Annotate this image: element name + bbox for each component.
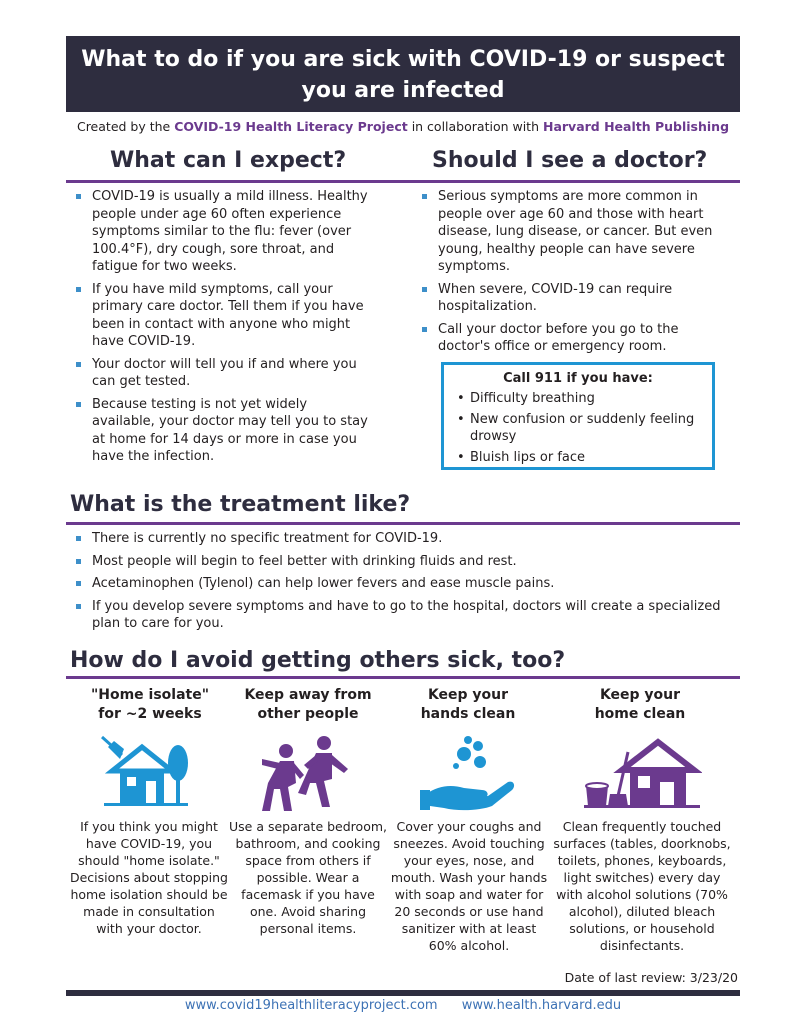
list-item: Serious symptoms are more common in people over age 60 and those with heart disease, lung disease, or cancer. But even young, healthy people can have severe symptoms. xyxy=(418,188,718,276)
doctor-list xyxy=(418,188,718,361)
expect-title: What can I expect? xyxy=(110,148,347,173)
call-911-title: Call 911 if you have: xyxy=(503,371,653,386)
list-item: • Difficulty breathing xyxy=(454,390,702,408)
house-cleaning-icon xyxy=(584,736,702,812)
call-911-box xyxy=(441,362,715,470)
link-covid19hlp[interactable]: www.covid19healthliteracyproject.com xyxy=(184,998,438,1013)
credit-line xyxy=(66,119,740,134)
treatment-title: What is the treatment like? xyxy=(70,492,411,517)
expect-list xyxy=(72,188,372,471)
house-tree-pin-icon xyxy=(100,735,190,811)
col-home-clean-text: Clean frequently touched surfaces (tables, doorknobs, toilets, phones, keyboards, light switches) every day with alcohol solutions (70% alcohol), diluted bleach solutions, or household disinfectants. xyxy=(553,819,731,953)
credit-org-harvard: Harvard Health Publishing xyxy=(542,119,730,134)
avoid-rule xyxy=(66,676,740,679)
col-home-clean-head: Keep your home clean xyxy=(594,687,686,722)
link-harvard-health[interactable]: www.health.harvard.edu xyxy=(461,998,622,1013)
credit-org-covid: COVID-19 Health Literacy Project xyxy=(174,119,408,134)
col-hands-clean-head: Keep your hands clean xyxy=(420,687,516,722)
list-item: Acetaminophen (Tylenol) can help lower fevers and ease muscle pains. xyxy=(72,575,738,593)
bottom-bar xyxy=(66,990,740,996)
footer-links xyxy=(66,998,740,1013)
expect-rule xyxy=(66,180,740,183)
list-item: Your doctor will tell you if and where you can get tested. xyxy=(72,356,372,391)
list-item: • New confusion or suddenly feeling drowsy xyxy=(454,411,702,446)
doctor-title: Should I see a doctor? xyxy=(432,148,708,173)
list-item: COVID-19 is usually a mild illness. Healthy people under age 60 often experience symptoms similar to the flu: fever (over 100.4°F), dry cough, sore throat, and fatigue for two weeks. xyxy=(72,188,372,276)
page-title: What to do if you are sick with COVID-19 or suspect you are infected xyxy=(66,36,740,112)
treatment-rule xyxy=(66,522,740,525)
col-keep-away-text: Use a separate bedroom, bathroom, and cooking space from others if possible. Wear a facemask if you have one. Avoid sharing personal items. xyxy=(229,819,387,936)
review-date: Date of last review: 3/23/20 xyxy=(564,970,738,985)
col-hands-clean-text: Cover your coughs and sneezes. Avoid touching your eyes, nose, and mouth. Wash your hands with soap and water for 20 seconds or use hand sanitizer with at least 60% alcohol. xyxy=(390,819,548,953)
col-keep-away-head: Keep away from other people xyxy=(244,687,372,722)
list-item: When severe, COVID-19 can require hospitalization. xyxy=(418,281,718,316)
treatment-list xyxy=(72,530,738,638)
col-home-isolate-head: "Home isolate" for ~2 weeks xyxy=(90,687,210,722)
list-item: If you have mild symptoms, call your primary care doctor. Tell them if you have been in contact with anyone who might have COVID-19. xyxy=(72,281,372,351)
credit-prefix: Created by the xyxy=(76,119,175,134)
col-home-isolate-text: If you think you might have COVID-19, you should "home isolate." Decisions about stopping home isolation should be made in consultation with your doctor. xyxy=(69,819,228,936)
list-item: Because testing is not yet widely available, your doctor may tell you to stay at home for 14 days or more in case you have the infection. xyxy=(72,396,372,466)
credit-middle: in collaboration with xyxy=(407,119,543,134)
hand-wash-bubbles-icon xyxy=(420,732,516,816)
list-item: There is currently no specific treatment for COVID-19. xyxy=(72,530,738,548)
list-item: Most people will begin to feel better with drinking fluids and rest. xyxy=(72,553,738,571)
list-item: • Bluish lips or face xyxy=(454,449,702,467)
people-distancing-icon xyxy=(258,735,350,817)
list-item: Call your doctor before you go to the doctor's office or emergency room. xyxy=(418,321,718,356)
list-item: If you develop severe symptoms and have to go to the hospital, doctors will create a specialized plan to care for you. xyxy=(72,598,738,633)
avoid-title: How do I avoid getting others sick, too? xyxy=(70,648,566,673)
